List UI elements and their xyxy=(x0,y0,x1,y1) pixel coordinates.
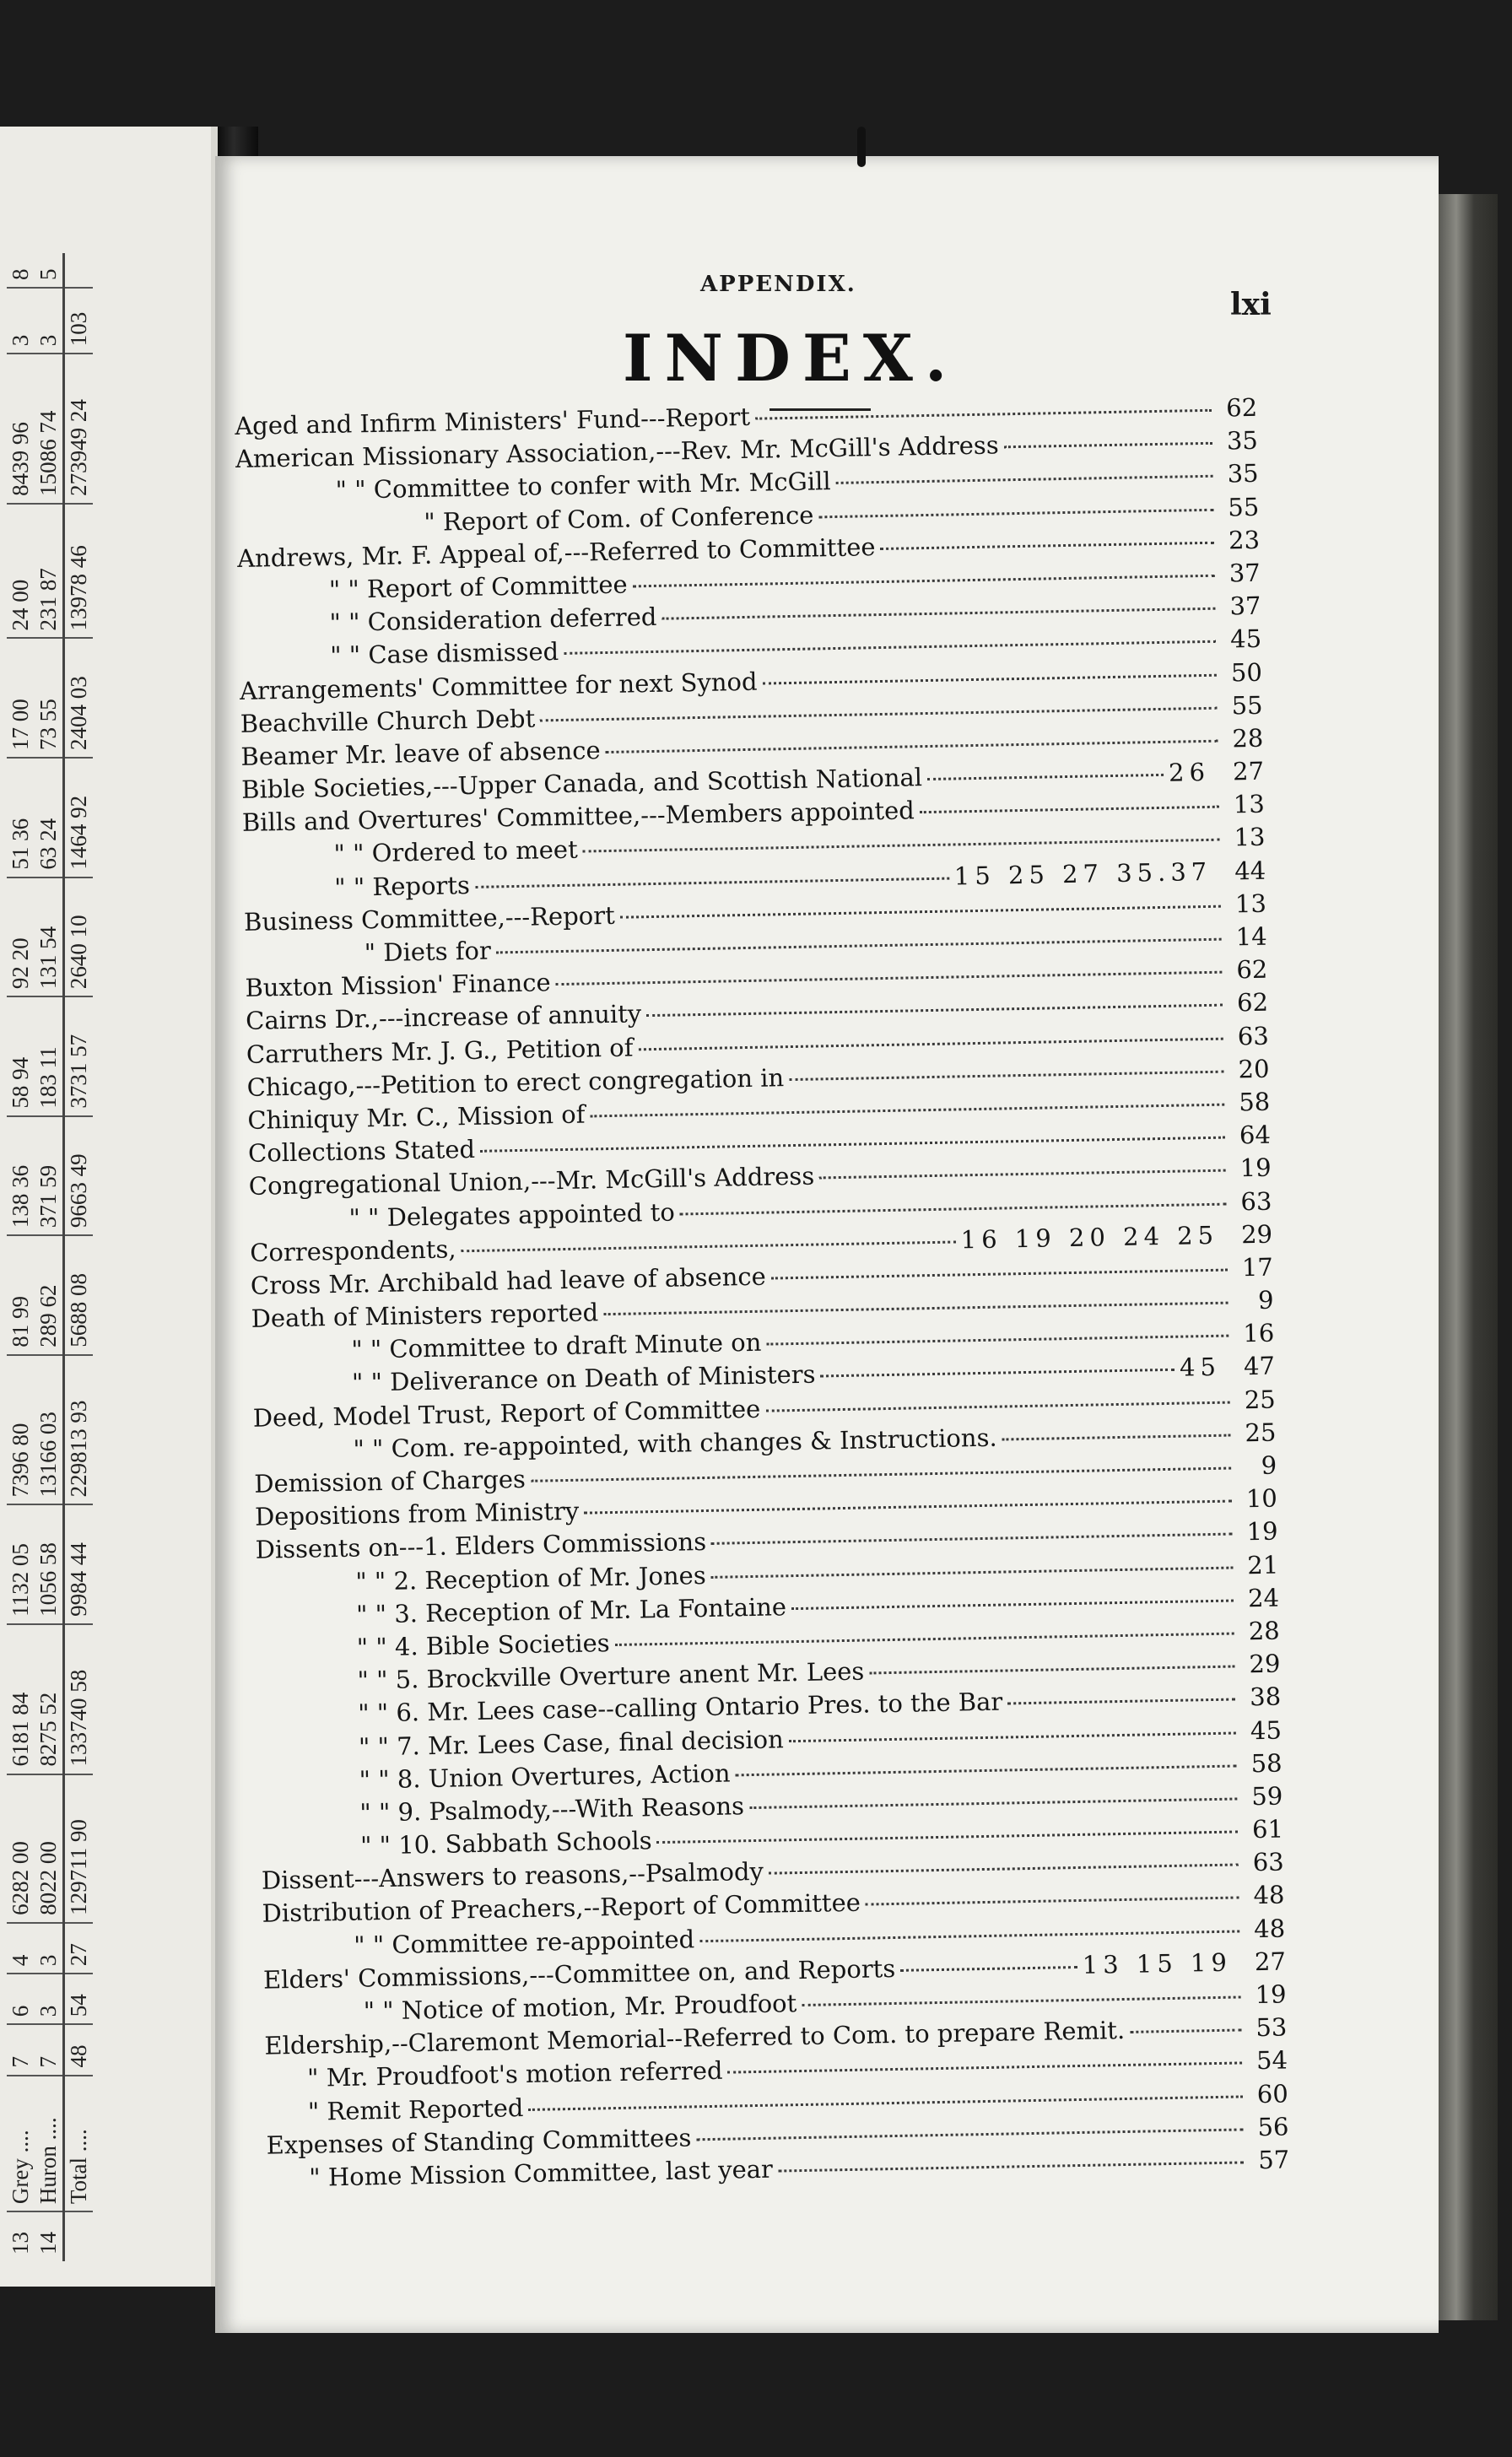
dot-leader xyxy=(475,877,949,888)
entry-text: Cross Mr. Archibald had leave of absence xyxy=(250,1261,767,1300)
table-cell: 133740 58 xyxy=(64,1624,94,1774)
entry-page-number: 20 xyxy=(1238,1054,1270,1084)
dot-leader xyxy=(818,508,1213,518)
dot-leader xyxy=(590,1104,1224,1118)
entry-text: " Diets for xyxy=(364,936,492,968)
table-cell: 92 20 xyxy=(7,878,35,997)
dot-leader xyxy=(789,1070,1223,1080)
table-cell: 273949 24 xyxy=(64,354,94,504)
dot-leader xyxy=(778,2161,1244,2172)
table-cell: 231 87 xyxy=(35,504,64,639)
entry-page-number: 21 xyxy=(1247,1550,1279,1580)
facing-page xyxy=(0,127,219,2287)
entry-page-number: 55 xyxy=(1231,690,1263,721)
table-cell: 4 xyxy=(7,1923,35,1974)
entry-page-number: 35 xyxy=(1226,425,1259,456)
table-cell: 8275 52 xyxy=(35,1624,64,1774)
entry-text: Congregational Union,---Mr. McGill's Address xyxy=(248,1161,815,1202)
entry-page-number: 58 xyxy=(1238,1087,1271,1117)
entry-text: Collections Stated xyxy=(247,1135,476,1168)
dot-leader xyxy=(462,1240,956,1252)
dot-leader xyxy=(1007,1698,1235,1705)
table-cell: Total .... xyxy=(64,2076,94,2212)
entry-text: " " Committee re-appointed xyxy=(354,1924,695,1960)
entry-page-number: 16 xyxy=(1243,1318,1275,1348)
entry-text: " " Case dismissed xyxy=(330,637,559,671)
entry-page-number: 14 xyxy=(1235,921,1267,952)
entry-text: Beamer Mr. leave of absence xyxy=(240,735,601,771)
entry-text: " " 2. Reception of Mr. Jones xyxy=(355,1560,706,1596)
table-cell: 2640 10 xyxy=(64,878,94,997)
table-cell: 3 xyxy=(35,1923,64,1974)
table-cell: 81 99 xyxy=(7,1235,35,1355)
dot-leader xyxy=(881,542,1215,550)
table-cell: 27 xyxy=(64,1923,94,1974)
entry-text: Elders' Commissions,---Committee on, and Reports xyxy=(262,1953,896,1995)
statistics-table xyxy=(7,253,93,2261)
entry-page-number: 27 xyxy=(1232,756,1265,786)
entry-page-number: 38 xyxy=(1249,1682,1282,1712)
page-number: lxi xyxy=(1230,287,1272,322)
dot-leader xyxy=(920,806,1219,814)
entry-page-number: 62 xyxy=(1236,988,1269,1018)
table-cell: 289 62 xyxy=(35,1235,64,1355)
dot-leader xyxy=(584,1500,1232,1515)
dot-leader xyxy=(836,475,1213,484)
entry-page-number: 19 xyxy=(1246,1516,1278,1547)
entry-text: " " Notice of motion, Mr. Proudfoot xyxy=(363,1989,797,2026)
entry-page-number: 19 xyxy=(1239,1153,1272,1183)
entry-page-number: 62 xyxy=(1236,954,1268,985)
entry-page-number: 54 xyxy=(1256,2045,1288,2076)
entry-text: Dissent---Answers to reasons,--Psalmody xyxy=(261,1857,764,1895)
index-title: INDEX. xyxy=(623,321,959,396)
dot-leader xyxy=(789,1731,1236,1742)
rotated-statistics-table xyxy=(7,253,93,2261)
entry-text: Chicago,---Petition to erect congregation in xyxy=(246,1062,785,1102)
entry-page-number: 13 xyxy=(1234,888,1267,919)
entry-text: " " Ordered to meet xyxy=(333,835,578,869)
dot-leader xyxy=(480,1137,1225,1153)
entry-text: " " Deliverance on Death of Ministers xyxy=(351,1360,816,1398)
entry-text: Bills and Overtures' Committee,---Members appointed xyxy=(241,796,915,838)
dot-leader xyxy=(1130,2029,1241,2033)
entry-text: " " Consideration deferred xyxy=(329,602,657,638)
dot-leader xyxy=(540,706,1217,721)
dot-leader xyxy=(766,1335,1228,1346)
table-cell: 6 xyxy=(7,1974,35,2024)
table-cell: 24 00 xyxy=(7,504,35,639)
entry-text: " " 5. Brockville Overture anent Mr. Lees xyxy=(357,1656,865,1695)
entry-text: Beachville Church Debt xyxy=(240,704,536,738)
entry-page-number: 53 xyxy=(1256,2012,1288,2043)
table-cell: Huron .... xyxy=(35,2076,64,2212)
dot-leader xyxy=(496,938,1222,954)
entry-page-number: 37 xyxy=(1229,591,1261,621)
entry-page-number: 9 xyxy=(1257,1285,1274,1315)
entry-text: Eldership,--Claremont Memorial--Referred to Com. to prepare Remit. xyxy=(264,2016,1126,2060)
entry-text: " " 7. Mr. Lees Case, final decision xyxy=(358,1724,785,1762)
dot-leader xyxy=(646,1004,1223,1018)
page-edges xyxy=(1439,194,1498,2320)
table-cell: 371 59 xyxy=(35,1116,64,1236)
entry-page-number: 28 xyxy=(1248,1616,1280,1646)
table-row xyxy=(64,253,94,2261)
dot-leader xyxy=(657,1831,1239,1844)
dot-leader xyxy=(711,1566,1234,1578)
table-row xyxy=(35,253,64,2261)
table-row xyxy=(7,253,35,2261)
table-cell: 3 xyxy=(7,288,35,354)
dot-leader xyxy=(1004,442,1212,449)
table-cell: 7 xyxy=(35,2024,64,2075)
entry-page-number: 61 xyxy=(1251,1814,1284,1844)
table-cell: 5688 08 xyxy=(64,1235,94,1355)
dot-leader xyxy=(769,1864,1239,1875)
entry-text: " Home Mission Committee, last year xyxy=(309,2154,774,2192)
dot-leader xyxy=(802,1995,1240,2006)
entry-text: Dissents on---1. Elders Commissions xyxy=(255,1527,707,1565)
entry-text: Correspondents, xyxy=(249,1234,456,1267)
table-cell: 15086 74 xyxy=(35,354,64,504)
entry-extra-pages: 16 19 20 24 25 xyxy=(960,1220,1219,1255)
dot-leader xyxy=(564,640,1216,655)
entry-page-number: 23 xyxy=(1228,525,1261,555)
dot-leader xyxy=(680,1202,1227,1215)
table-cell: 58 94 xyxy=(7,996,35,1116)
table-cell: 3 xyxy=(35,288,64,354)
index-entries xyxy=(235,393,1290,2197)
entry-page-number: 35 xyxy=(1227,459,1259,489)
table-cell: 183 11 xyxy=(35,996,64,1116)
table-cell: 8439 96 xyxy=(7,354,35,504)
dot-leader xyxy=(696,2128,1243,2141)
table-cell: 1132 05 xyxy=(7,1504,35,1624)
table-cell: 131 54 xyxy=(35,878,64,997)
entry-page-number: 47 xyxy=(1243,1352,1276,1381)
table-cell xyxy=(64,253,94,288)
entry-page-number: 56 xyxy=(1257,2112,1289,2141)
dot-leader xyxy=(869,1666,1234,1675)
entry-text: Death of Ministers reported xyxy=(251,1298,599,1333)
table-cell: 63 24 xyxy=(35,758,64,878)
entry-text: Cairns Dr.,---increase of annuity xyxy=(245,999,642,1036)
table-cell: 129711 90 xyxy=(64,1774,94,1923)
dot-leader xyxy=(765,1401,1229,1412)
entry-text: Buxton Mission' Finance xyxy=(245,968,551,1003)
entry-page-number: 44 xyxy=(1234,856,1266,885)
entry-text: Carruthers Mr. J. G., Petition of xyxy=(246,1033,634,1069)
entry-page-number: 28 xyxy=(1232,723,1264,753)
table-cell: 138 36 xyxy=(7,1116,35,1236)
entry-text: American Missionary Association,---Rev. Mr. McGill's Address xyxy=(235,430,999,474)
table-cell: 13978 46 xyxy=(64,504,94,639)
entry-page-number: 48 xyxy=(1253,1914,1286,1943)
entry-text: " " 4. Bible Societies xyxy=(356,1628,610,1662)
dot-leader xyxy=(900,1966,1077,1972)
dot-leader xyxy=(819,1169,1226,1180)
table-cell: 1056 58 xyxy=(35,1504,64,1624)
entry-extra-pages: 15 25 27 35.37 xyxy=(953,856,1212,891)
dot-leader xyxy=(699,1930,1239,1942)
entry-text: " " Delegates appointed to xyxy=(348,1197,676,1233)
entry-extra-pages: 45 xyxy=(1179,1353,1222,1383)
entry-text: " Mr. Proudfoot's motion referred xyxy=(306,2056,723,2093)
entry-page-number: 13 xyxy=(1233,789,1266,819)
entry-page-number: 10 xyxy=(1245,1483,1278,1514)
table-cell: 6181 84 xyxy=(7,1624,35,1774)
dot-leader xyxy=(755,409,1212,420)
dot-leader xyxy=(633,575,1215,588)
entry-page-number: 37 xyxy=(1228,558,1261,588)
entry-page-number: 55 xyxy=(1228,492,1260,522)
table-cell: 14 xyxy=(35,2232,61,2254)
running-head: APPENDIX. xyxy=(700,272,856,297)
entry-page-number: 64 xyxy=(1239,1120,1272,1150)
entry-page-number: 9 xyxy=(1261,1450,1277,1480)
table-cell: 17 00 xyxy=(7,639,35,759)
ink-blot xyxy=(857,127,866,167)
table-cell: 8 xyxy=(7,253,35,288)
table-cell: Grey .... xyxy=(7,2076,35,2212)
entry-page-number: 62 xyxy=(1225,392,1258,423)
entry-page-number: 58 xyxy=(1250,1748,1282,1778)
dot-leader xyxy=(927,774,1164,780)
entry-text: Chiniquy Mr. C., Mission of xyxy=(247,1099,586,1135)
entry-text: Demission of Charges xyxy=(253,1464,526,1498)
table-cell: 3731 57 xyxy=(64,996,94,1116)
dot-leader xyxy=(603,1302,1228,1316)
dot-leader xyxy=(771,1268,1228,1279)
entry-page-number: 59 xyxy=(1251,1781,1283,1812)
entry-page-number: 60 xyxy=(1256,2079,1289,2109)
entry-text: " " Com. re-appointed, with changes & Instructions. xyxy=(353,1423,997,1464)
entry-extra-pages: 13 15 19 xyxy=(1082,1947,1233,1979)
table-cell: 48 xyxy=(64,2024,94,2075)
table-cell: 2404 03 xyxy=(64,639,94,759)
entry-page-number: 45 xyxy=(1229,624,1262,654)
table-cell: 103 xyxy=(64,288,94,354)
entry-page-number: 24 xyxy=(1247,1583,1280,1612)
entry-page-number: 63 xyxy=(1240,1186,1272,1216)
entry-text: Arrangements' Committee for next Synod xyxy=(239,667,758,705)
entry-text: Andrews, Mr. F. Appeal of,---Referred to Committee xyxy=(236,532,876,573)
entry-page-number: 29 xyxy=(1249,1649,1281,1679)
table-cell: 5 xyxy=(35,253,64,288)
entry-text: " " Reports xyxy=(334,870,471,902)
dot-leader xyxy=(736,1764,1237,1776)
table-cell: 7396 80 xyxy=(7,1355,35,1505)
dot-leader xyxy=(866,1897,1239,1906)
dot-leader xyxy=(615,1632,1234,1645)
entry-text: " " 6. Mr. Lees case--calling Ontario Pres. to the Bar xyxy=(357,1687,1003,1728)
dot-leader xyxy=(728,2062,1243,2074)
dot-leader xyxy=(662,608,1215,620)
dot-leader xyxy=(606,740,1218,753)
table-cell xyxy=(64,2211,94,2261)
table-cell: 54 xyxy=(64,1974,94,2024)
table-cell: 73 55 xyxy=(35,639,64,759)
entry-text: " " 8. Union Overtures, Action xyxy=(359,1758,731,1795)
table-cell: 13 xyxy=(8,2232,33,2254)
entry-text: " " 10. Sabbath Schools xyxy=(359,1826,652,1860)
entry-text: Expenses of Standing Committees xyxy=(266,2123,692,2160)
table-cell: 8022 00 xyxy=(35,1774,64,1923)
table-cell: 7 xyxy=(7,2024,35,2075)
dot-leader xyxy=(638,1037,1223,1050)
dot-leader xyxy=(1002,1434,1231,1440)
entry-page-number: 25 xyxy=(1245,1418,1277,1448)
entry-page-number: 25 xyxy=(1244,1385,1276,1414)
dot-leader xyxy=(762,673,1216,684)
table-cell: 3 xyxy=(35,1974,64,2024)
entry-page-number: 13 xyxy=(1234,823,1266,852)
table-cell: 1464 92 xyxy=(64,758,94,878)
entry-page-number: 57 xyxy=(1257,2145,1290,2175)
entry-text: Deed, Model Trust, Report of Committee xyxy=(252,1394,761,1433)
dot-leader xyxy=(531,1467,1231,1482)
entry-text: Aged and Infirm Ministers' Fund---Report xyxy=(235,402,751,440)
entry-page-number: 29 xyxy=(1240,1219,1273,1249)
entry-text: " " Committee to confer with Mr. McGill xyxy=(335,467,831,505)
entry-page-number: 63 xyxy=(1237,1021,1270,1050)
entry-extra-pages: 26 xyxy=(1168,757,1211,787)
entry-page-number: 45 xyxy=(1250,1715,1282,1745)
entry-text: Business Committee,---Report xyxy=(243,900,616,937)
dot-leader xyxy=(528,2095,1242,2111)
table-cell: 9984 44 xyxy=(64,1504,94,1624)
entry-text: " " Report of Committee xyxy=(328,570,628,604)
entry-page-number: 48 xyxy=(1253,1880,1285,1910)
entry-text: Bible Societies,---Upper Canada, and Scottish National xyxy=(240,763,923,804)
entry-text: " Report of Com. of Conference xyxy=(424,500,814,537)
table-cell: 6282 00 xyxy=(7,1774,35,1923)
entry-page-number: 17 xyxy=(1241,1252,1274,1282)
dot-leader xyxy=(711,1533,1233,1545)
entry-text: Depositions from Ministry xyxy=(254,1496,580,1531)
entry-text: " Remit Reported xyxy=(307,2092,524,2126)
entry-text: " " Committee to draft Minute on xyxy=(351,1327,762,1364)
dot-leader xyxy=(556,971,1223,986)
entry-page-number: 19 xyxy=(1255,1979,1287,2010)
entry-page-number: 50 xyxy=(1230,657,1263,687)
entry-text: " " 9. Psalmody,---With Reasons xyxy=(359,1791,745,1828)
dot-leader xyxy=(583,839,1220,853)
dot-leader xyxy=(821,1369,1175,1378)
table-cell: 13166 03 xyxy=(35,1355,64,1505)
table-cell: 229813 93 xyxy=(64,1355,94,1505)
table-cell: 51 36 xyxy=(7,758,35,878)
dot-leader xyxy=(749,1797,1237,1809)
dot-leader xyxy=(791,1599,1234,1610)
entry-text: Distribution of Preachers,--Report of Committee xyxy=(262,1888,861,1929)
entry-page-number: 63 xyxy=(1252,1847,1285,1877)
table-cell: 9663 49 xyxy=(64,1116,94,1236)
entry-page-number: 27 xyxy=(1254,1947,1287,1976)
entry-text: " " 3. Reception of Mr. La Fontaine xyxy=(355,1592,787,1629)
dot-leader xyxy=(620,904,1221,918)
